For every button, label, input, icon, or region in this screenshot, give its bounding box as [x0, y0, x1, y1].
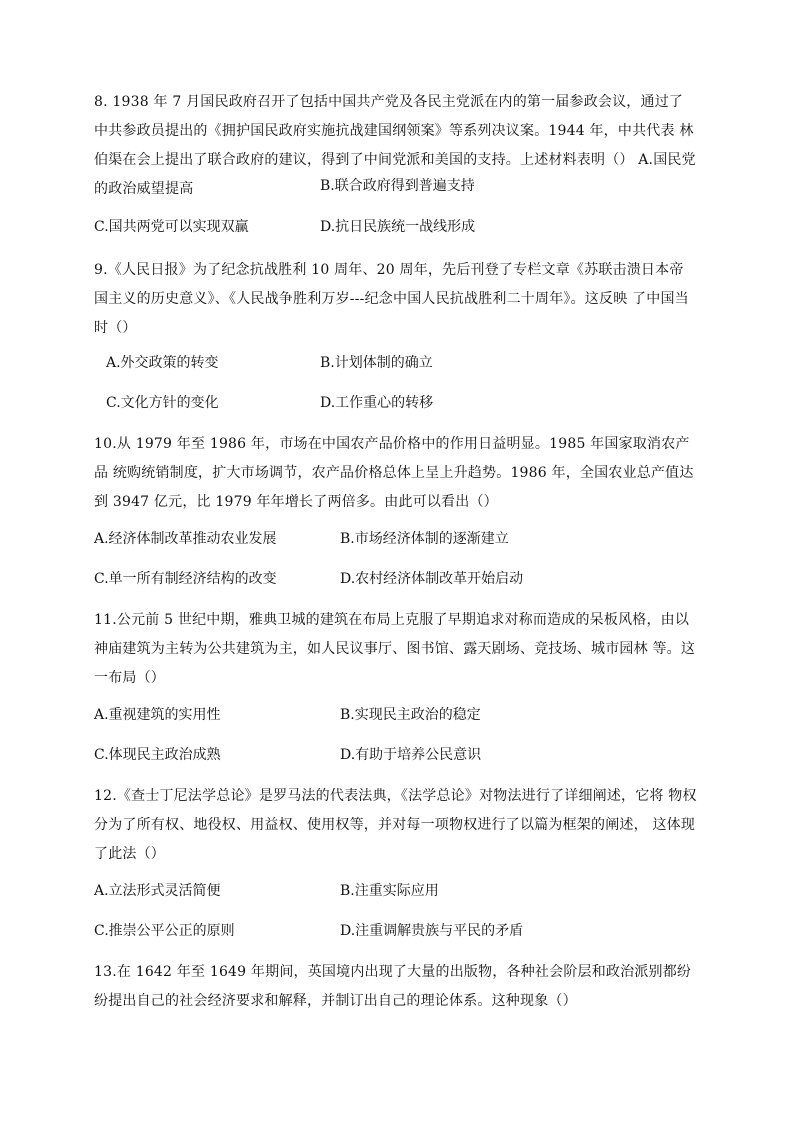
question-10-stem: 10.从 1979 年至 1986 年，市场在中国农产品价格中的作用日益明显。1985 年国家取消农产品 统购统销制度，扩大市场调节，农产品价格总体上呈上升趋势。1986 年，全国农业总产值达 到 3947 亿元，比 1979 年年增长了两倍多。由此可以看出（） [94, 436, 694, 510]
question-10-option-b: B.市场经济体制的逐渐建立 [340, 531, 509, 547]
question-8-option-b: B.联合政府得到普遍支持 [320, 178, 475, 194]
question-10-option-d: D.农村经济体制改革开始启动 [340, 571, 524, 587]
question-11-stem: 11.公元前 5 世纪中期，雅典卫城的建筑在布局上克服了早期追求对称而造成的呆板风格，由以神庙建筑为主转为公共建筑为主，如人民议事厅、图书馆、露天剧场、竞技场、城市园林 等。这一布局（） [94, 612, 696, 686]
question-12-option-c: C.推崇公平公正的原则 [94, 923, 235, 939]
question-8-stem: 8. 1938 年 7 月国民政府召开了包括中国共产党及各民主党派在内的第一届参政会议，通过了 中共参政员提出的《拥护国民政府实施抗战建国纲领案》等系列决议案。1944 年，中共代表 林伯渠在会上提出了联合政府的建议，得到了中间党派和美国的支持。上述材料表明（） A.国民党的政治威望提高 [94, 94, 696, 197]
question-9-stem: 9.《人民日报》为了纪念抗战胜利 10 周年、20 周年，先后刊登了专栏文章《苏联击溃日本帝 国主义的历史意义》、《人民战争胜利万岁---纪念中国人民抗战胜利二十周年》。这反映 了中国当时（） [94, 262, 689, 336]
question-12-option-a: A.立法形式灵活简便 [94, 883, 221, 899]
question-10-option-c: C.单一所有制经济结构的改变 [94, 571, 277, 587]
question-12-stem: 12.《查士丁尼法学总论》是罗马法的代表法典，《法学总论》对物法进行了详细阐述，它将 物权分为了所有权、地役权、用益权、使用权等，并对每一项物权进行了以篇为框架的阐述， 这体现了此法（） [94, 788, 697, 862]
question-12-option-b: B.注重实际应用 [340, 883, 439, 899]
question-13-stem: 13.在 1642 年至 1649 年期间，英国境内出现了大量的出版物，各种社会阶层和政治派别都纷 纷提出自己的社会经济要求和解释，并制订出自己的理论体系。这种现象（） [94, 964, 692, 1009]
question-10-option-a: A.经济体制改革推动农业发展 [94, 531, 277, 547]
question-11-option-d: D.有助于培养公民意识 [340, 747, 482, 763]
question-11-option-b: B.实现民主政治的稳定 [340, 707, 481, 723]
question-8-option-c: C.国共两党可以实现双赢 [94, 219, 249, 235]
question-9-option-c: C.文化方针的变化 [106, 395, 219, 411]
question-9-option-d: D.工作重心的转移 [320, 395, 434, 411]
question-9-option-a: A.外交政策的转变 [106, 355, 219, 371]
question-11-option-c: C.体现民主政治成熟 [94, 747, 221, 763]
question-11-option-a: A.重视建筑的实用性 [94, 707, 221, 723]
question-9-option-b: B.计划体制的确立 [320, 355, 433, 371]
question-8-option-d: D.抗日民族统一战线形成 [320, 219, 476, 235]
question-12-option-d: D.注重调解贵族与平民的矛盾 [340, 923, 524, 939]
